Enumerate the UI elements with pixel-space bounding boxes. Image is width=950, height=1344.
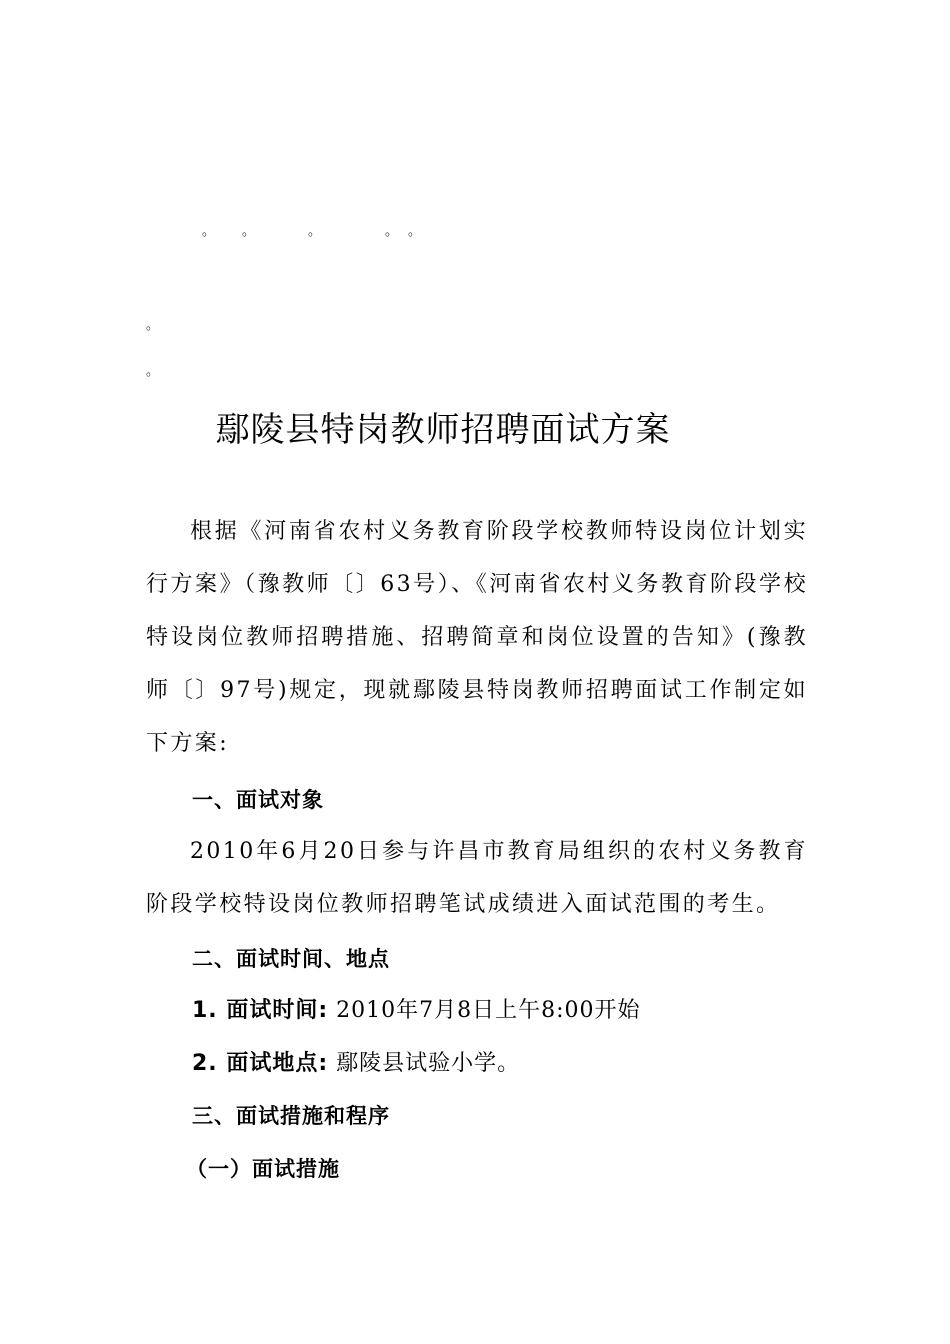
stray-mark: 。 — [308, 224, 322, 239]
stray-mark: 。 — [146, 318, 160, 333]
intro-section — [146, 505, 808, 770]
intro-paragraph: 根据《河南省农村义务教育阶段学校教师特设岗位计划实行方案》（豫教师〔〕63号）、《河南省农村义务教育阶段学校特设岗位教师招聘措施、招聘简章和岗位设置的告知》(豫教师〔〕97号)规定，现就鄢陵县特岗教师招聘面试工作制定如下方案: — [146, 519, 808, 756]
section-3-heading: 三、面试措施和程序 — [192, 1104, 390, 1128]
stray-mark: 。 — [408, 224, 422, 239]
item-label: 1. 面试时间: — [192, 998, 329, 1023]
stray-mark: 。 — [242, 224, 256, 239]
section-2-heading: 二、面试时间、地点 — [192, 947, 390, 971]
section-1-body — [146, 825, 808, 931]
stray-mark: 。 — [146, 364, 160, 379]
stray-marks-row — [0, 222, 950, 242]
section-2-item-1 — [192, 994, 641, 1028]
item-label: 2. 面试地点: — [192, 1051, 329, 1076]
section-3-subheading: （一）面试措施 — [186, 1157, 340, 1181]
item-value: 2010年7月8日上午8:00开始 — [328, 998, 641, 1023]
stray-mark: 。 — [385, 224, 399, 239]
stray-mark: 。 — [202, 224, 216, 239]
section-2-item-2 — [192, 1047, 520, 1081]
section-1-paragraph: 2010年6月20日参与许昌市教育局组织的农村义务教育阶段学校特设岗位教师招聘笔试成绩进入面试范围的考生。 — [146, 839, 808, 917]
section-1-heading: 一、面试对象 — [192, 788, 324, 812]
document-title: 鄢陵县特岗教师招聘面试方案 — [215, 410, 671, 450]
item-value: 鄢陵县试验小学。 — [328, 1051, 521, 1076]
